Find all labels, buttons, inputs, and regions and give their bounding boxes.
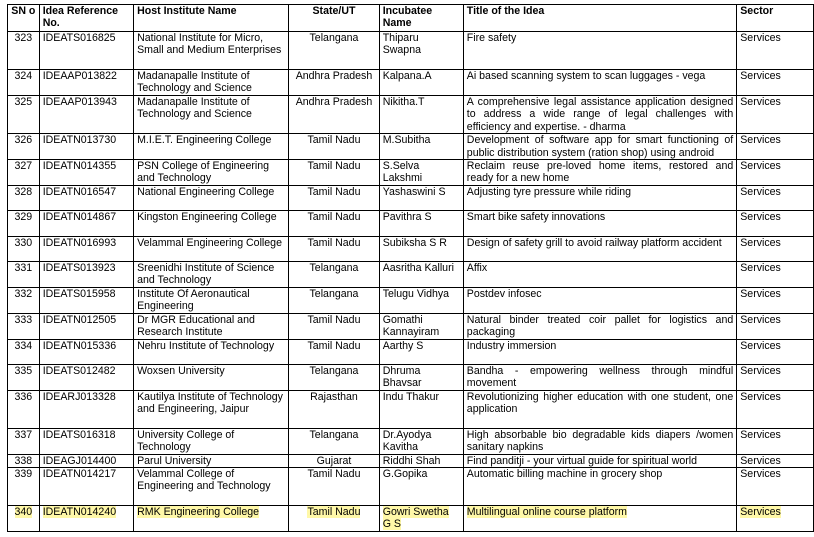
cell-idea-ref: IDEATN014217 bbox=[39, 468, 133, 506]
cell-idea-ref: IDEATN016547 bbox=[39, 186, 133, 211]
cell-sector: Services bbox=[737, 339, 814, 364]
cell-idea-ref: IDEATS015958 bbox=[39, 288, 133, 314]
cell-idea-ref: IDEARJ013328 bbox=[39, 390, 133, 428]
cell-idea-ref: IDEATN016993 bbox=[39, 237, 133, 262]
cell-institute bbox=[134, 506, 289, 532]
ideas-table bbox=[7, 4, 814, 532]
highlighted-text: 340 bbox=[14, 506, 33, 519]
cell-state: Telangana bbox=[289, 288, 379, 314]
cell-state: Tamil Nadu bbox=[289, 237, 379, 262]
cell-sn: 339 bbox=[8, 468, 40, 506]
cell-sn: 336 bbox=[8, 390, 40, 428]
cell-sn: 323 bbox=[8, 32, 40, 70]
cell-sn: 332 bbox=[8, 288, 40, 314]
cell-incubatee: Telugu Vidhya bbox=[379, 288, 463, 314]
cell-institute: Dr MGR Educational and Research Institute bbox=[134, 313, 289, 339]
cell-sector: Services bbox=[737, 160, 814, 186]
cell-title: Adjusting tyre pressure while riding bbox=[463, 186, 736, 211]
cell-idea-ref: IDEATN014867 bbox=[39, 211, 133, 237]
cell-title: Development of software app for smart functioning of public distribution system (ration shop) using android bbox=[463, 134, 736, 160]
highlighted-text: Services bbox=[740, 506, 781, 519]
cell-sector: Services bbox=[737, 211, 814, 237]
header-title: Title of the Idea bbox=[463, 5, 736, 32]
cell-state: Telangana bbox=[289, 32, 379, 70]
cell-state: Gujarat bbox=[289, 454, 379, 467]
cell-state: Telangana bbox=[289, 262, 379, 288]
cell-title: Postdev infosec bbox=[463, 288, 736, 314]
header-sector: Sector bbox=[737, 5, 814, 32]
cell-sn: 325 bbox=[8, 96, 40, 134]
cell-title: Find panditji - your virtual guide for spiritual world bbox=[463, 454, 736, 467]
cell-incubatee: S.Selva Lakshmi bbox=[379, 160, 463, 186]
cell-institute: Madanapalle Institute of Technology and Science bbox=[134, 96, 289, 134]
cell-title: Industry immersion bbox=[463, 339, 736, 364]
cell-sector: Services bbox=[737, 364, 814, 390]
table-row bbox=[8, 428, 814, 454]
highlighted-text: Gowri Swetha G S bbox=[382, 506, 449, 531]
cell-idea-ref: IDEATS016825 bbox=[39, 32, 133, 70]
cell-state bbox=[289, 506, 379, 532]
cell-sector: Services bbox=[737, 237, 814, 262]
table-body bbox=[8, 32, 814, 532]
cell-state: Tamil Nadu bbox=[289, 313, 379, 339]
cell-title: Bandha - empowering wellness through mindful movement bbox=[463, 364, 736, 390]
cell-sn: 335 bbox=[8, 364, 40, 390]
highlighted-text: Multilingual online course platform bbox=[466, 506, 627, 519]
cell-institute: Sreenidhi Institute of Science and Technology bbox=[134, 262, 289, 288]
cell-sector: Services bbox=[737, 70, 814, 96]
cell-title: High absorbable bio degradable kids diapers /women sanitary napkins bbox=[463, 428, 736, 454]
table-row bbox=[8, 186, 814, 211]
cell-incubatee: Nikitha.T bbox=[379, 96, 463, 134]
table-row bbox=[8, 96, 814, 134]
cell-title: Affix bbox=[463, 262, 736, 288]
cell-sector: Services bbox=[737, 32, 814, 70]
cell-state: Tamil Nadu bbox=[289, 339, 379, 364]
cell-state: Rajasthan bbox=[289, 390, 379, 428]
cell-sn: 327 bbox=[8, 160, 40, 186]
cell-sn: 334 bbox=[8, 339, 40, 364]
cell-sector: Services bbox=[737, 288, 814, 314]
highlighted-text: IDEATN014240 bbox=[42, 506, 117, 519]
cell-institute: National Engineering College bbox=[134, 186, 289, 211]
cell-sn: 331 bbox=[8, 262, 40, 288]
cell-institute: Madanapalle Institute of Technology and Science bbox=[134, 70, 289, 96]
cell-idea-ref: IDEATN012505 bbox=[39, 313, 133, 339]
cell-idea-ref: IDEAAP013943 bbox=[39, 96, 133, 134]
cell-sector: Services bbox=[737, 96, 814, 134]
table-row bbox=[8, 468, 814, 506]
table-row bbox=[8, 211, 814, 237]
cell-incubatee: Kalpana.A bbox=[379, 70, 463, 96]
cell-title: Automatic billing machine in grocery shop bbox=[463, 468, 736, 506]
table-row bbox=[8, 390, 814, 428]
header-state: State/UT bbox=[289, 5, 379, 32]
cell-sector: Services bbox=[737, 134, 814, 160]
cell-sector: Services bbox=[737, 390, 814, 428]
table-row bbox=[8, 506, 814, 532]
cell-title: Natural binder treated coir pallet for logistics and packaging bbox=[463, 313, 736, 339]
cell-sector bbox=[737, 506, 814, 532]
cell-incubatee: Subiksha S R bbox=[379, 237, 463, 262]
cell-title: Design of safety grill to avoid railway platform accident bbox=[463, 237, 736, 262]
cell-sn: 326 bbox=[8, 134, 40, 160]
cell-idea-ref: IDEATN014355 bbox=[39, 160, 133, 186]
cell-state: Telangana bbox=[289, 364, 379, 390]
cell-institute: National Institute for Micro, Small and Medium Enterprises bbox=[134, 32, 289, 70]
table-row bbox=[8, 237, 814, 262]
cell-state: Tamil Nadu bbox=[289, 160, 379, 186]
cell-incubatee: Indu Thakur bbox=[379, 390, 463, 428]
cell-sector: Services bbox=[737, 454, 814, 467]
cell-sn: 330 bbox=[8, 237, 40, 262]
cell-sn: 333 bbox=[8, 313, 40, 339]
cell-incubatee: Dhruma Bhavsar bbox=[379, 364, 463, 390]
cell-idea-ref: IDEATS012482 bbox=[39, 364, 133, 390]
header-sn: SN o bbox=[8, 5, 40, 32]
cell-incubatee: M.Subitha bbox=[379, 134, 463, 160]
cell-incubatee: Aasritha Kalluri bbox=[379, 262, 463, 288]
table-row bbox=[8, 364, 814, 390]
cell-sector: Services bbox=[737, 428, 814, 454]
cell-idea-ref: IDEATS016318 bbox=[39, 428, 133, 454]
cell-institute: University College of Technology bbox=[134, 428, 289, 454]
cell-institute: Institute Of Aeronautical Engineering bbox=[134, 288, 289, 314]
table-row bbox=[8, 288, 814, 314]
table-row bbox=[8, 70, 814, 96]
cell-state: Tamil Nadu bbox=[289, 134, 379, 160]
header-row bbox=[8, 5, 814, 32]
cell-incubatee: Gomathi Kannayiram bbox=[379, 313, 463, 339]
cell-title: A comprehensive legal assistance application designed to address a wide range of legal challenges with efficiency and expertise. - dharma bbox=[463, 96, 736, 134]
cell-institute: Nehru Institute of Technology bbox=[134, 339, 289, 364]
cell-incubatee: Thiparu Swapna bbox=[379, 32, 463, 70]
cell-incubatee: Aarthy S bbox=[379, 339, 463, 364]
table-row bbox=[8, 160, 814, 186]
cell-incubatee: Pavithra S bbox=[379, 211, 463, 237]
table-row bbox=[8, 262, 814, 288]
cell-state: Andhra Pradesh bbox=[289, 96, 379, 134]
cell-institute: M.I.E.T. Engineering College bbox=[134, 134, 289, 160]
cell-sn: 328 bbox=[8, 186, 40, 211]
table-row bbox=[8, 339, 814, 364]
cell-incubatee: Riddhi Shah bbox=[379, 454, 463, 467]
table-row bbox=[8, 32, 814, 70]
cell-title: Reclaim reuse pre-loved home items, restored and ready for a new home bbox=[463, 160, 736, 186]
table-row bbox=[8, 454, 814, 467]
cell-idea-ref: IDEAAP013822 bbox=[39, 70, 133, 96]
cell-state: Tamil Nadu bbox=[289, 211, 379, 237]
cell-institute: Parul University bbox=[134, 454, 289, 467]
cell-idea-ref: IDEATN015336 bbox=[39, 339, 133, 364]
cell-title bbox=[463, 506, 736, 532]
cell-title: Revolutionizing higher education with one student, one application bbox=[463, 390, 736, 428]
cell-sector: Services bbox=[737, 468, 814, 506]
highlighted-text: RMK Engineering College bbox=[137, 506, 259, 519]
cell-idea-ref: IDEATS013923 bbox=[39, 262, 133, 288]
cell-institute: PSN College of Engineering and Technology bbox=[134, 160, 289, 186]
cell-state: Tamil Nadu bbox=[289, 186, 379, 211]
cell-sector: Services bbox=[737, 262, 814, 288]
cell-title: Ai based scanning system to scan luggages - vega bbox=[463, 70, 736, 96]
cell-sn: 337 bbox=[8, 428, 40, 454]
header-institute: Host Institute Name bbox=[134, 5, 289, 32]
cell-sector: Services bbox=[737, 313, 814, 339]
cell-idea-ref bbox=[39, 506, 133, 532]
cell-sn: 338 bbox=[8, 454, 40, 467]
cell-institute: Kingston Engineering College bbox=[134, 211, 289, 237]
cell-institute: Kautilya Institute of Technology and Engineering, Jaipur bbox=[134, 390, 289, 428]
cell-incubatee: Dr.Ayodya Kavitha bbox=[379, 428, 463, 454]
cell-incubatee: Yashaswini S bbox=[379, 186, 463, 211]
cell-state: Telangana bbox=[289, 428, 379, 454]
cell-institute: Velammal Engineering College bbox=[134, 237, 289, 262]
table-row bbox=[8, 134, 814, 160]
cell-title: Smart bike safety innovations bbox=[463, 211, 736, 237]
cell-incubatee bbox=[379, 506, 463, 532]
cell-idea-ref: IDEATN013730 bbox=[39, 134, 133, 160]
cell-incubatee: G.Gopika bbox=[379, 468, 463, 506]
cell-state: Tamil Nadu bbox=[289, 468, 379, 506]
highlighted-text: Tamil Nadu bbox=[307, 506, 361, 519]
cell-state: Andhra Pradesh bbox=[289, 70, 379, 96]
cell-sn: 324 bbox=[8, 70, 40, 96]
cell-institute: Woxsen University bbox=[134, 364, 289, 390]
cell-idea-ref: IDEAGJ014400 bbox=[39, 454, 133, 467]
cell-sector: Services bbox=[737, 186, 814, 211]
cell-institute: Velammal College of Engineering and Technology bbox=[134, 468, 289, 506]
header-idea-ref: Idea Reference No. bbox=[39, 5, 133, 32]
cell-sn: 329 bbox=[8, 211, 40, 237]
cell-title: Fire safety bbox=[463, 32, 736, 70]
cell-sn bbox=[8, 506, 40, 532]
table-row bbox=[8, 313, 814, 339]
header-incubatee: Incubatee Name bbox=[379, 5, 463, 32]
